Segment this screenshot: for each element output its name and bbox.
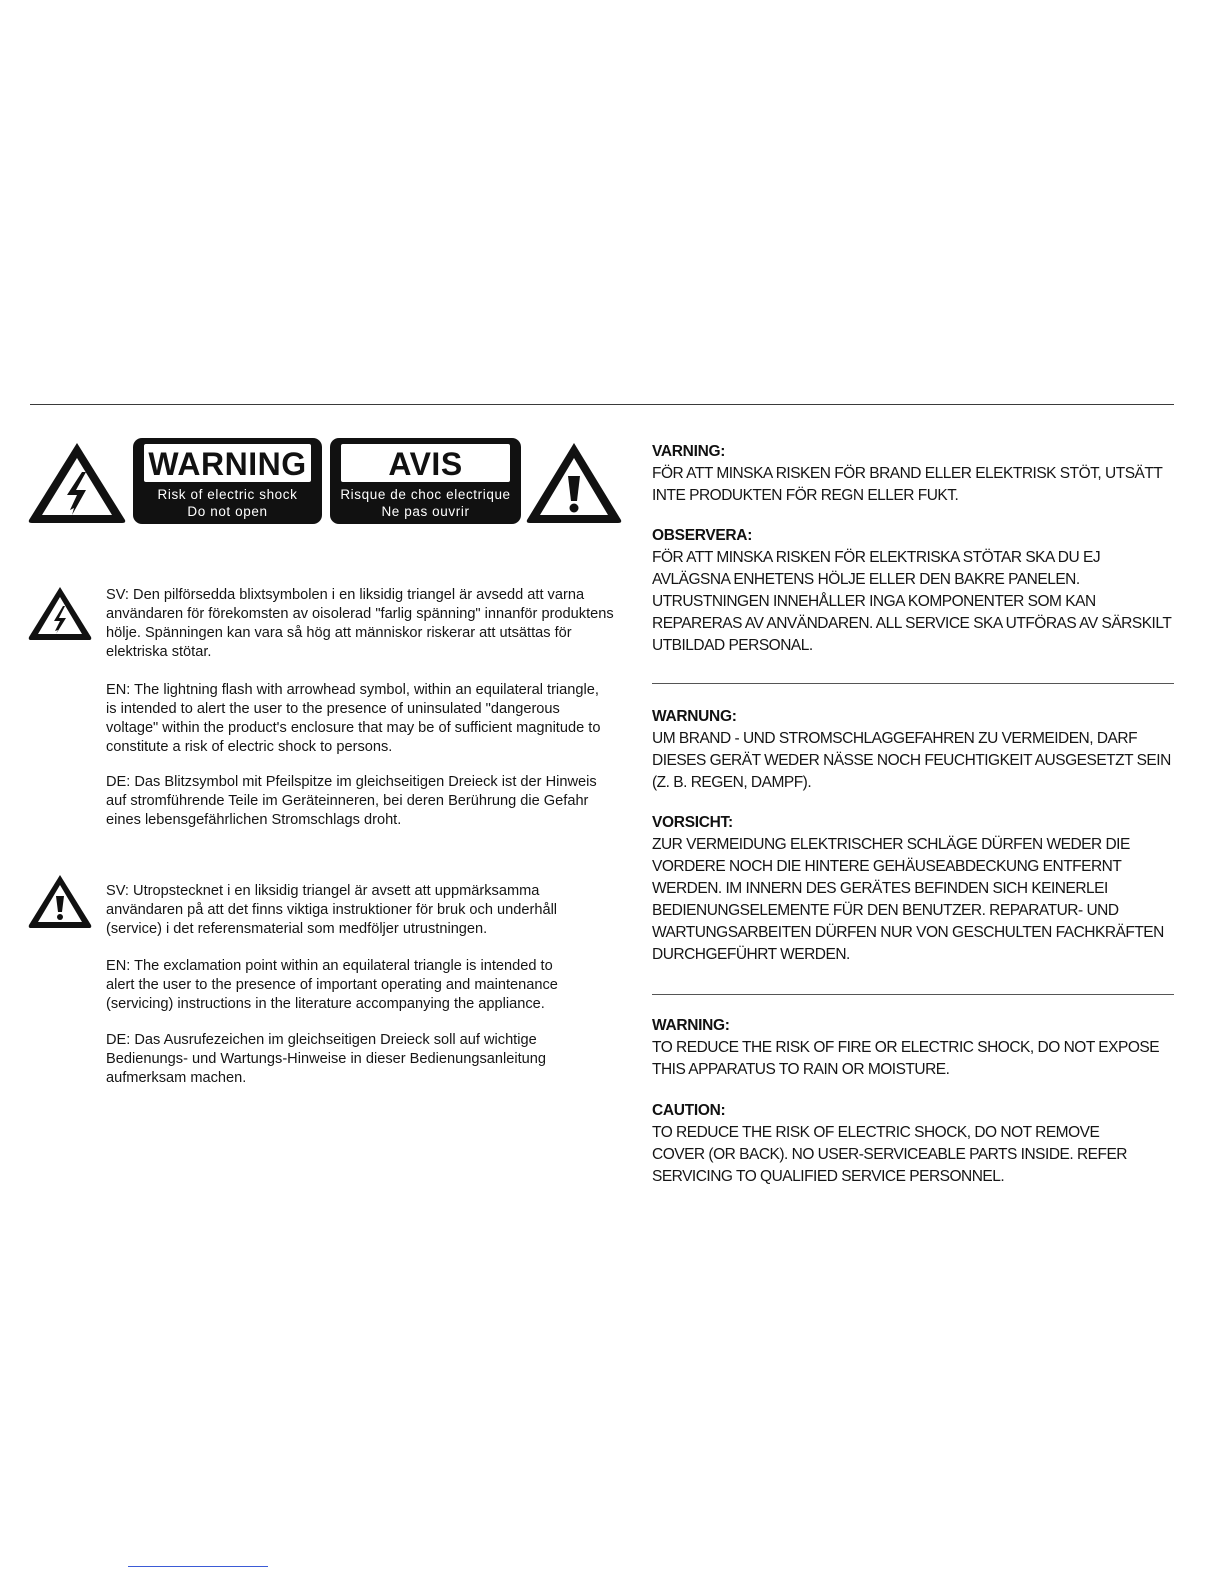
avis-sign: [330, 438, 521, 524]
footer-link-underline: [128, 1566, 268, 1567]
observera-heading: OBSERVERA:: [652, 527, 753, 544]
top-divider: [30, 404, 1174, 405]
warning-sign-line1: Risk of electric shock: [157, 487, 298, 502]
warnung-text: UM BRAND - UND STROMSCHLAGGEFAHREN ZU VERMEIDEN, DARF DIESES GERÄT WEDER NÄSSE NOCH FEUCHTIGKEIT AUSGESETZT SEIN (Z. B. REGEN, DAMPF).: [652, 730, 1171, 791]
caution-heading: CAUTION:: [652, 1102, 726, 1119]
warning-sign: [133, 438, 322, 524]
vorsicht-text: ZUR VERMEIDUNG ELEKTRISCHER SCHLÄGE DÜRFEN WEDER DIE VORDERE NOCH DIE HINTERE GEHÄUSEABDECKUNG ENTFERNT WERDEN. IM INNERN DES GERÄTES BEFINDEN SICH KEINERLEI BEDIENUNGSELEMENTE FÜR DEN BENUTZER. REPARATUR- UND WARTUNGSARBEITEN DÜRFEN NUR VON GESCHULTEN FACHKRÄFTEN DURCHGEFÜHRT WERDEN.: [652, 836, 1164, 963]
exclamation-en-text: EN: The exclamation point within an equilateral triangle is intended to alert the user to the presence of important operating and maintenance (servicing) instructions in the literature accompanying the appliance.: [106, 958, 558, 1012]
right-divider-1: [652, 683, 1174, 684]
lightning-sv-text: SV: Den pilförsedda blixtsymbolen i en liksidig triangel är avsedd att varna användaren för förekomsten av oisolerad "farlig spänning" innanför produktens hölje. Spänningen kan vara så hög att människor riskerar att utsättas för elektriska stötar.: [106, 587, 614, 660]
exclamation-small-icon: [26, 872, 94, 930]
caution-text: TO REDUCE THE RISK OF ELECTRIC SHOCK, DO NOT REMOVE COVER (OR BACK). NO USER-SERVICEABLE PARTS INSIDE. REFER SERVICING TO QUALIFIED SERVICE PERSONNEL.: [652, 1124, 1127, 1185]
lightning-en-text: EN: The lightning flash with arrowhead symbol, within an equilateral triangle, is intended to alert the user to the presence of uninsulated "dangerous voltage" within the product's enclosure that may be of sufficient magnitude to constitute a risk of electric shock to persons.: [106, 682, 601, 755]
lightning-de-text: DE: Das Blitzsymbol mit Pfeilspitze im gleichseitigen Dreieck ist der Hinweis auf stromführende Teile im Geräteinneren, bei deren Berührung die Gefahr eines lebensgefährlichen Stromschlags droht.: [106, 774, 597, 828]
avis-sign-line1: Risque de choc electrique: [340, 487, 511, 502]
avis-sign-line2: Ne pas ouvrir: [381, 504, 470, 519]
varning-heading: VARNING:: [652, 443, 726, 460]
lightning-triangle-icon: [24, 438, 130, 526]
warning-heading: WARNING:: [652, 1017, 730, 1034]
exclamation-de-text: DE: Das Ausrufezeichen im gleichseitigen Dreieck soll auf wichtige Bedienungs- und Wartungs-Hinweise in dieser Bedienungsanleitung aufmerksam machen.: [106, 1032, 546, 1086]
lightning-small-icon: [26, 584, 94, 642]
exclamation-sv-text: SV: Utropstecknet i en liksidig triangel är avsett att uppmärksamma användaren på att det finns viktiga instruktioner för bruk och underhåll (service) i det referensmaterial som medföljer utrustningen.: [106, 883, 558, 937]
vorsicht-heading: VORSICHT:: [652, 814, 733, 831]
warning-text: TO REDUCE THE RISK OF FIRE OR ELECTRIC SHOCK, DO NOT EXPOSE THIS APPARATUS TO RAIN OR MOISTURE.: [652, 1039, 1160, 1078]
warnung-heading: WARNUNG:: [652, 708, 737, 725]
exclamation-triangle-icon: [522, 438, 626, 526]
observera-text: FÖR ATT MINSKA RISKEN FÖR ELEKTRISKA STÖTAR SKA DU EJ AVLÄGSNA ENHETENS HÖLJE ELLER DEN BAKRE PANELEN. UTRUSTNINGEN INNEHÅLLER INGA KOMPONENTER SOM KAN REPARERAS AV ANVÄNDAREN. ALL SERVICE SKA UTFÖRAS AV SÄRSKILT UTBILDAD PERSONAL.: [652, 549, 1172, 654]
warning-sign-title: WARNING: [144, 444, 311, 482]
right-divider-2: [652, 994, 1174, 995]
warning-sign-line2: Do not open: [187, 504, 268, 519]
avis-sign-title: AVIS: [341, 444, 510, 482]
varning-text: FÖR ATT MINSKA RISKEN FÖR BRAND ELLER ELEKTRISK STÖT, UTSÄTT INTE PRODUKTEN FÖR REGN ELLER FUKT.: [652, 465, 1163, 504]
